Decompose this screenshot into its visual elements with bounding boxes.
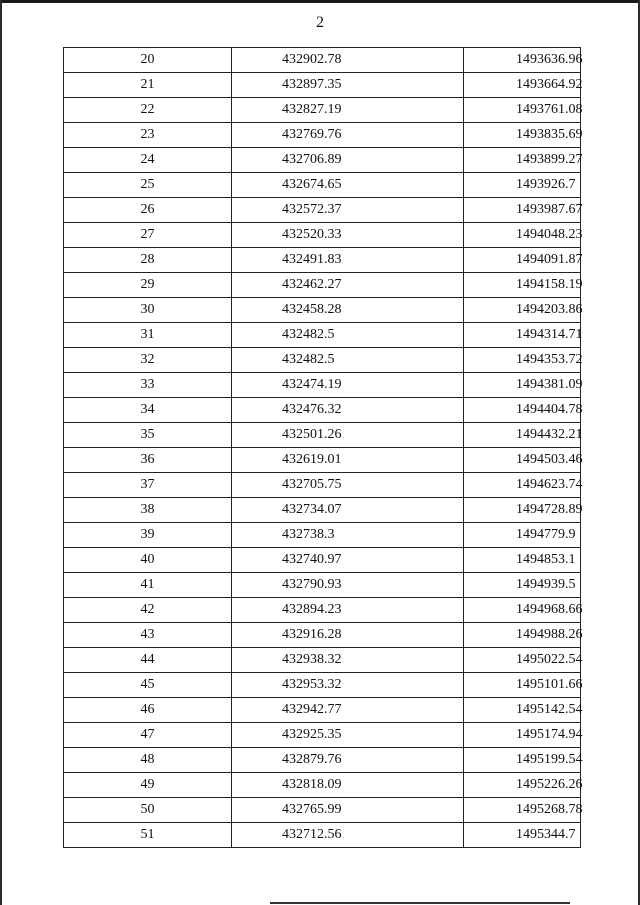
- y-coordinate-cell: 1493835.69: [464, 123, 581, 148]
- point-number-cell: 32: [64, 348, 232, 373]
- x-coordinate-cell: 432769.76: [232, 123, 464, 148]
- x-coordinate-cell: 432734.07: [232, 498, 464, 523]
- point-number-cell: 48: [64, 748, 232, 773]
- point-number-cell: 41: [64, 573, 232, 598]
- table-row: [64, 123, 581, 148]
- y-coordinate-cell: 1494381.09: [464, 373, 581, 398]
- point-number-cell: 45: [64, 673, 232, 698]
- x-coordinate-cell: 432705.75: [232, 473, 464, 498]
- x-coordinate-cell: 432482.5: [232, 348, 464, 373]
- point-number-cell: 27: [64, 223, 232, 248]
- x-coordinate-cell: 432738.3: [232, 523, 464, 548]
- x-coordinate-cell: 432674.65: [232, 173, 464, 198]
- point-number-cell: 22: [64, 98, 232, 123]
- table-row: [64, 373, 581, 398]
- y-coordinate-cell: 1494404.78: [464, 398, 581, 423]
- y-coordinate-cell: 1495226.26: [464, 773, 581, 798]
- table-row: [64, 523, 581, 548]
- x-coordinate-cell: 432827.19: [232, 98, 464, 123]
- x-coordinate-cell: 432474.19: [232, 373, 464, 398]
- x-coordinate-cell: 432619.01: [232, 448, 464, 473]
- point-number-cell: 34: [64, 398, 232, 423]
- x-coordinate-cell: 432712.56: [232, 823, 464, 848]
- point-number-cell: 37: [64, 473, 232, 498]
- point-number-cell: 44: [64, 648, 232, 673]
- y-coordinate-cell: 1493761.08: [464, 98, 581, 123]
- y-coordinate-cell: 1494314.71: [464, 323, 581, 348]
- coordinates-table: [63, 47, 581, 848]
- point-number-cell: 40: [64, 548, 232, 573]
- table-row: [64, 748, 581, 773]
- table-row: [64, 223, 581, 248]
- scan-border-bottom: [270, 902, 570, 904]
- point-number-cell: 31: [64, 323, 232, 348]
- table-row: [64, 298, 581, 323]
- point-number-cell: 35: [64, 423, 232, 448]
- table-row: [64, 348, 581, 373]
- table-row: [64, 798, 581, 823]
- table-row: [64, 48, 581, 73]
- point-number-cell: 33: [64, 373, 232, 398]
- point-number-cell: 28: [64, 248, 232, 273]
- x-coordinate-cell: 432740.97: [232, 548, 464, 573]
- y-coordinate-cell: 1494968.66: [464, 598, 581, 623]
- y-coordinate-cell: 1495199.54: [464, 748, 581, 773]
- point-number-cell: 49: [64, 773, 232, 798]
- page-number: 2: [316, 14, 324, 31]
- y-coordinate-cell: 1495174.94: [464, 723, 581, 748]
- point-number-cell: 36: [64, 448, 232, 473]
- table-row: [64, 723, 581, 748]
- table-row: [64, 573, 581, 598]
- table-row: [64, 623, 581, 648]
- x-coordinate-cell: 432572.37: [232, 198, 464, 223]
- scan-border-left: [0, 0, 2, 905]
- x-coordinate-cell: 432894.23: [232, 598, 464, 623]
- y-coordinate-cell: 1495344.7: [464, 823, 581, 848]
- y-coordinate-cell: 1495101.66: [464, 673, 581, 698]
- coordinates-table-body: [64, 48, 581, 848]
- table-row: [64, 498, 581, 523]
- table-row: [64, 673, 581, 698]
- point-number-cell: 39: [64, 523, 232, 548]
- y-coordinate-cell: 1494503.46: [464, 448, 581, 473]
- point-number-cell: 43: [64, 623, 232, 648]
- x-coordinate-cell: 432916.28: [232, 623, 464, 648]
- point-number-cell: 30: [64, 298, 232, 323]
- point-number-cell: 29: [64, 273, 232, 298]
- y-coordinate-cell: 1493664.92: [464, 73, 581, 98]
- y-coordinate-cell: 1495022.54: [464, 648, 581, 673]
- table-row: [64, 173, 581, 198]
- point-number-cell: 42: [64, 598, 232, 623]
- point-number-cell: 46: [64, 698, 232, 723]
- y-coordinate-cell: 1494853.1: [464, 548, 581, 573]
- y-coordinate-cell: 1494048.23: [464, 223, 581, 248]
- table-row: [64, 148, 581, 173]
- table-row: [64, 273, 581, 298]
- point-number-cell: 23: [64, 123, 232, 148]
- x-coordinate-cell: 432953.32: [232, 673, 464, 698]
- y-coordinate-cell: 1494939.5: [464, 573, 581, 598]
- table-row: [64, 648, 581, 673]
- point-number-cell: 24: [64, 148, 232, 173]
- point-number-cell: 20: [64, 48, 232, 73]
- table-row: [64, 248, 581, 273]
- x-coordinate-cell: 432765.99: [232, 798, 464, 823]
- y-coordinate-cell: 1494728.89: [464, 498, 581, 523]
- point-number-cell: 21: [64, 73, 232, 98]
- x-coordinate-cell: 432879.76: [232, 748, 464, 773]
- scan-border-top: [0, 0, 640, 3]
- x-coordinate-cell: 432706.89: [232, 148, 464, 173]
- x-coordinate-cell: 432482.5: [232, 323, 464, 348]
- table-row: [64, 398, 581, 423]
- table-row: [64, 198, 581, 223]
- y-coordinate-cell: 1494988.26: [464, 623, 581, 648]
- table-row: [64, 423, 581, 448]
- table-row: [64, 73, 581, 98]
- x-coordinate-cell: 432458.28: [232, 298, 464, 323]
- y-coordinate-cell: 1493899.27: [464, 148, 581, 173]
- y-coordinate-cell: 1494623.74: [464, 473, 581, 498]
- y-coordinate-cell: 1494353.72: [464, 348, 581, 373]
- x-coordinate-cell: 432938.32: [232, 648, 464, 673]
- point-number-cell: 47: [64, 723, 232, 748]
- table-row: [64, 773, 581, 798]
- point-number-cell: 38: [64, 498, 232, 523]
- table-row: [64, 698, 581, 723]
- y-coordinate-cell: 1493987.67: [464, 198, 581, 223]
- table-row: [64, 823, 581, 848]
- table-row: [64, 548, 581, 573]
- x-coordinate-cell: 432925.35: [232, 723, 464, 748]
- y-coordinate-cell: 1494779.9: [464, 523, 581, 548]
- x-coordinate-cell: 432491.83: [232, 248, 464, 273]
- y-coordinate-cell: 1493926.7: [464, 173, 581, 198]
- x-coordinate-cell: 432818.09: [232, 773, 464, 798]
- y-coordinate-cell: 1494432.21: [464, 423, 581, 448]
- table-row: [64, 448, 581, 473]
- y-coordinate-cell: 1493636.96: [464, 48, 581, 73]
- table-row: [64, 598, 581, 623]
- table-row: [64, 98, 581, 123]
- x-coordinate-cell: 432520.33: [232, 223, 464, 248]
- x-coordinate-cell: 432476.32: [232, 398, 464, 423]
- x-coordinate-cell: 432462.27: [232, 273, 464, 298]
- y-coordinate-cell: 1494091.87: [464, 248, 581, 273]
- table-row: [64, 323, 581, 348]
- y-coordinate-cell: 1494203.86: [464, 298, 581, 323]
- y-coordinate-cell: 1495142.54: [464, 698, 581, 723]
- point-number-cell: 26: [64, 198, 232, 223]
- point-number-cell: 50: [64, 798, 232, 823]
- point-number-cell: 25: [64, 173, 232, 198]
- y-coordinate-cell: 1494158.19: [464, 273, 581, 298]
- x-coordinate-cell: 432501.26: [232, 423, 464, 448]
- x-coordinate-cell: 432902.78: [232, 48, 464, 73]
- x-coordinate-cell: 432897.35: [232, 73, 464, 98]
- x-coordinate-cell: 432790.93: [232, 573, 464, 598]
- table-row: [64, 473, 581, 498]
- y-coordinate-cell: 1495268.78: [464, 798, 581, 823]
- x-coordinate-cell: 432942.77: [232, 698, 464, 723]
- point-number-cell: 51: [64, 823, 232, 848]
